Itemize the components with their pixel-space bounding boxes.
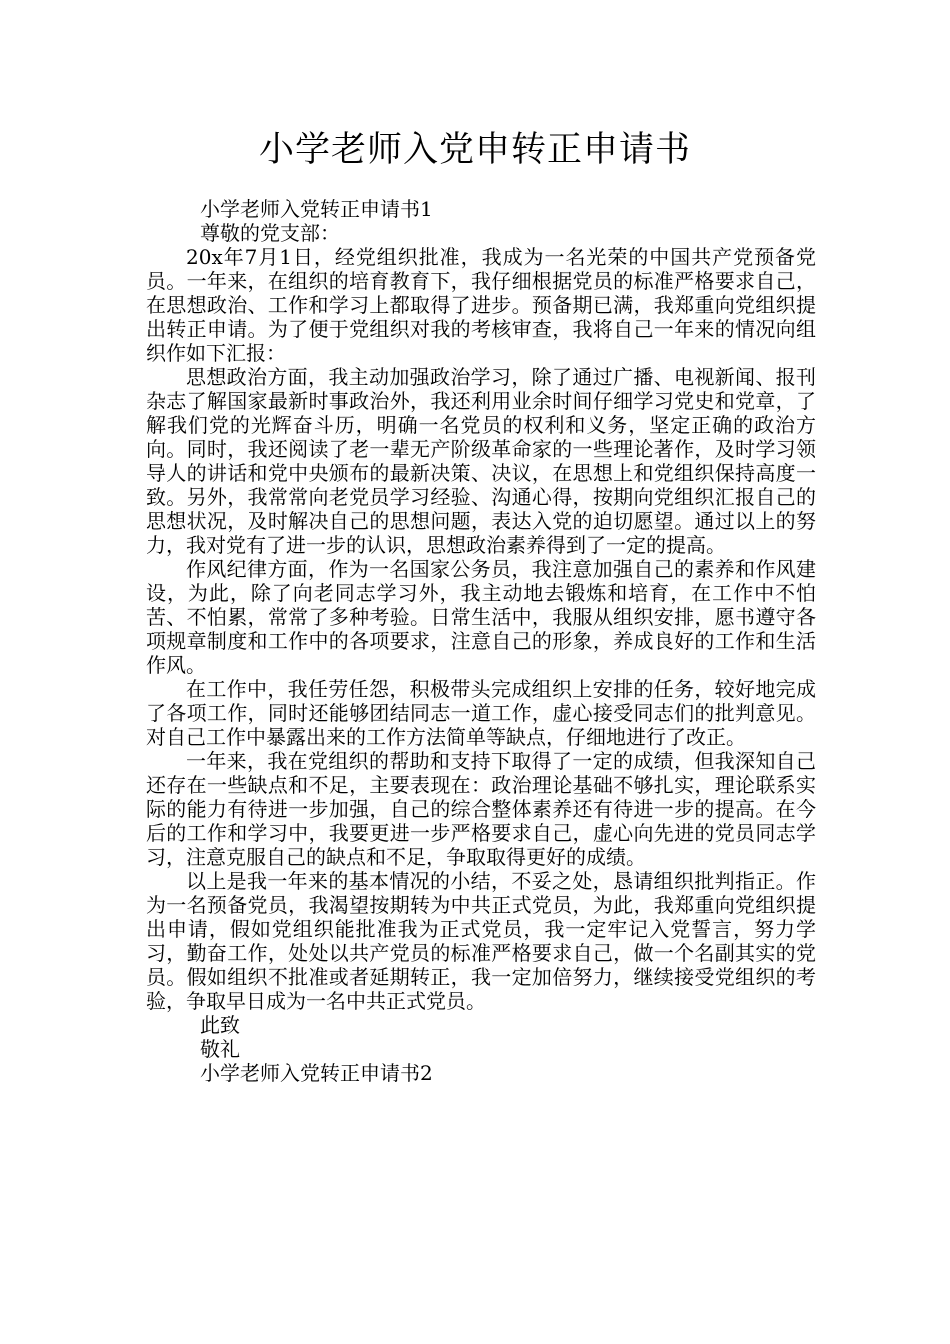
section-1-heading: 小学老师入党转正申请书1 [200, 197, 433, 221]
paragraph-discipline: 作风纪律方面，作为一名国家公务员，我注意加强自己的素养和作风建设，为此，除了向老同志学习外，我主动地去锻炼和培育，在工作中不怕苦、不怕累，常常了多种考验。日常生活中，我服从组织安排，愿书遵守各项规章制度和工作中的各项要求，注意自己的形象，养成良好的工作和生活作风。 [146, 557, 816, 677]
section-2-heading: 小学老师入党转正申请书2 [200, 1061, 433, 1085]
paragraph-summary: 以上是我一年来的基本情况的小结，不妥之处，恳请组织批判指正。作为一名预备党员，我渴望按期转为中共正式党员，为此，我郑重向党组织提出申请，假如党组织能批准我为正式党员，我一定牢记入党誓言，努力学习，勤奋工作，处处以共产党员的标准严格要求自己，做一个名副其实的党员。假如组织不批准或者延期转正，我一定加倍努力，继续接受党组织的考验，争取早日成为一名中共正式党员。 [146, 869, 816, 1013]
paragraph-work: 在工作中，我任劳任怨，积极带头完成组织上安排的任务，较好地完成了各项工作，同时还能够团结同志一道工作，虚心接受同志们的批判意见。对自己工作中暴露出来的工作方法简单等缺点，仔细地进行了改正。 [146, 677, 816, 749]
closing-line-2: 敬礼 [200, 1037, 240, 1061]
paragraph-shortcomings: 一年来，我在党组织的帮助和支持下取得了一定的成绩，但我深知自己还存在一些缺点和不足，主要表现在：政治理论基础不够扎实，理论联系实际的能力有待进一步加强，自己的综合整体素养还有待进一步的提高。在今后的工作和学习中，我要更进一步严格要求自己，虚心向先进的党员同志学习，注意克服自己的缺点和不足，争取取得更好的成绩。 [146, 749, 816, 869]
salutation: 尊敬的党支部： [200, 221, 340, 245]
paragraph-intro: 20x年7月1日，经党组织批准，我成为一名光荣的中国共产党预备党员。一年来，在组织的培育教育下，我仔细根据党员的标准严格要求自己，在思想政治、工作和学习上都取得了进步。预备期已满，我郑重向党组织提出转正申请。为了便于党组织对我的考核审查，我将自己一年来的情况向组织作如下汇报： [146, 245, 816, 365]
document-title: 小学老师入党申转正申请书 [258, 130, 691, 170]
paragraph-political: 思想政治方面，我主动加强政治学习，除了通过广播、电视新闻、报刊杂志了解国家最新时事政治外，我还利用业余时间仔细学习党史和党章，了解我们党的光辉奋斗历，明确一名党员的权利和义务，坚定正确的政治方向。同时，我还阅读了老一辈无产阶级革命家的一些理论著作，及时学习领导人的讲话和党中央颁布的最新决策、决议，在思想上和党组织保持高度一致。另外，我常常向老党员学习经验、沟通心得，按期向党组织汇报自己的思想状况，及时解决自己的思想问题，表达入党的迫切愿望。通过以上的努力，我对党有了进一步的认识，思想政治素养得到了一定的提高。 [146, 365, 816, 557]
closing-line-1: 此致 [200, 1013, 240, 1037]
document-body [146, 197, 816, 1085]
